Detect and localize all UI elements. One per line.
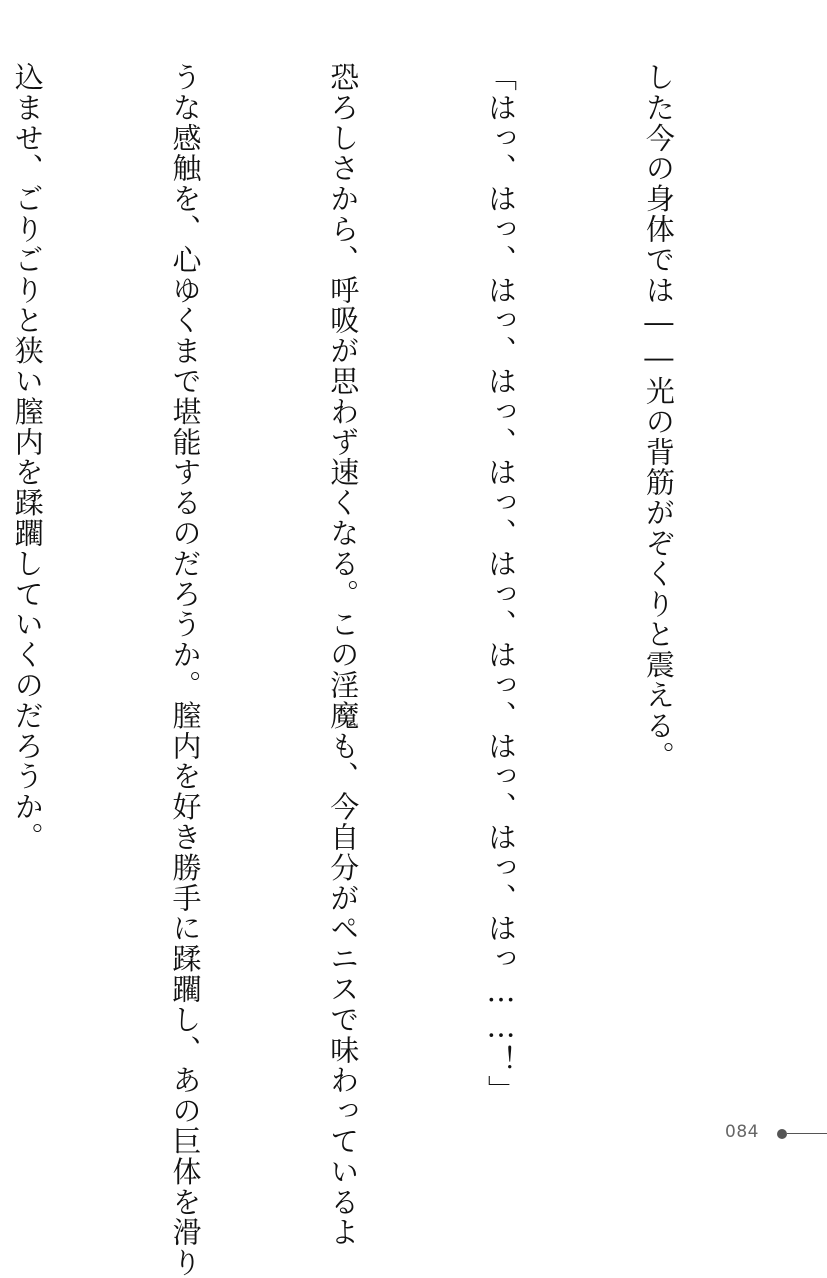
- page-number: 084: [725, 1122, 759, 1142]
- text-line: 込ませ、ごりごりと狭い膣内を蹂躙していくのだろうか。: [10, 62, 45, 853]
- bullet-icon: [777, 1129, 787, 1139]
- footer-rule: [787, 1133, 827, 1134]
- text-line: 恐ろしさから、呼吸が思わず速くなる。この淫魔も、今自分がペニスで味わっているよ: [326, 62, 361, 1248]
- text-line: うな感触を、心ゆくまで堪能するのだろうか。膣内を好き勝手に蹂躙し、あの巨体を滑り: [168, 62, 203, 1278]
- page-footer: [725, 1122, 827, 1146]
- text-line: 「はっ、はっ、はっ、はっ、はっ、はっ、はっ、はっ、はっ、はっ……！」: [484, 62, 519, 1106]
- text-line: した今の身体では――光の背筋がぞくりと震える。: [641, 62, 676, 772]
